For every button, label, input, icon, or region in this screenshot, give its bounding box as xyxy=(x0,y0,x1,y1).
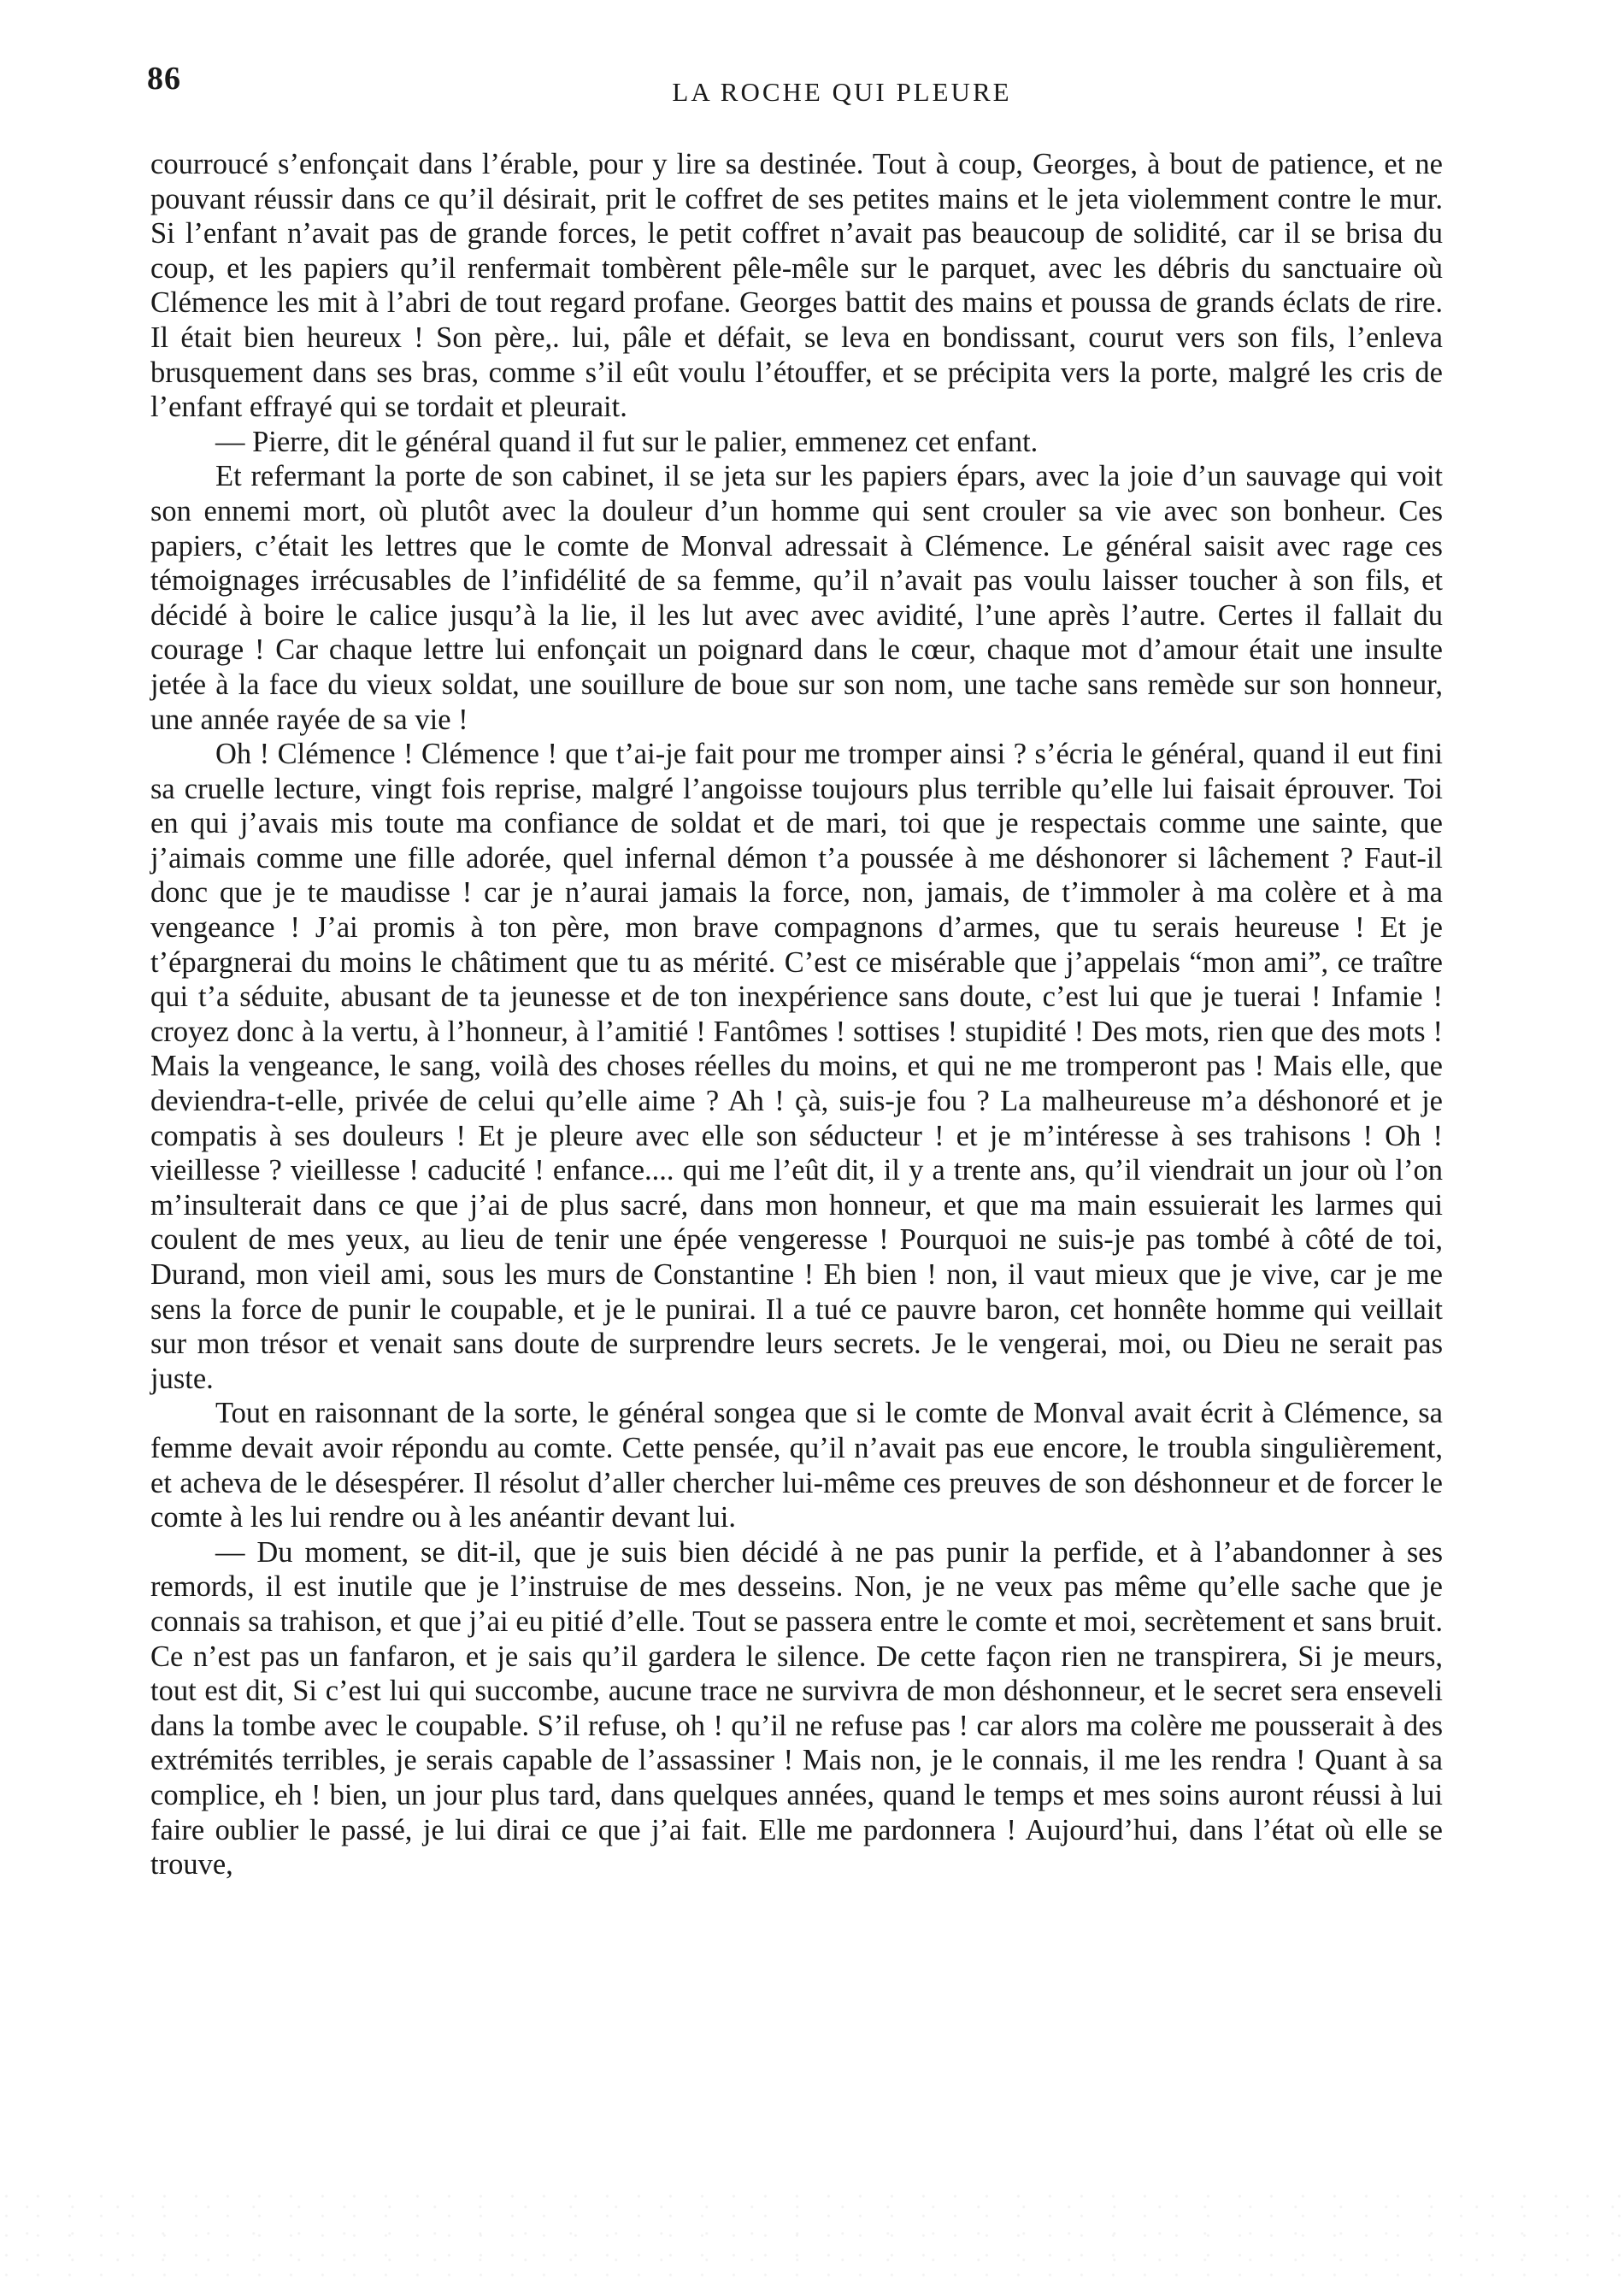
paragraph: — Du moment, se dit-il, que je suis bien décidé à ne pas punir la perfide, et à l’abandonner à ses remords, il est inutile que je l’instruise de mes desseins. Non, je ne veux pas même qu’elle sache que je connais sa trahison, et que j’ai eu pitié d’elle. Tout se passera entre le comte et moi, secrètement et sans bruit. Ce n’est pas un fanfaron, et je sais qu’il gardera le silence. De cette façon rien ne transpirera, Si je meurs, tout est dit, Si c’est lui qui succombe, aucune trace ne survivra de mon déshonneur, et le secret sera enseveli dans la tombe avec le coupable. S’il refuse, oh ! qu’il ne refuse pas ! car alors ma colère me pousserait à des extrémités terribles, je serais capable de l’assassiner ! Mais non, je le connais, il me les rendra ! Quant à sa complice, eh ! bien, un jour plus tard, dans quelques années, quand le temps et mes soins auront réussi à lui faire oublier le passé, je lui dirai ce que j’ai fait. Elle me pardonnera ! Aujourd’hui, dans l’état où elle se trouve, xyxy=(150,1535,1443,1882)
body-text xyxy=(150,147,1443,1882)
scan-noise xyxy=(0,2188,1624,2279)
paragraph: Oh ! Clémence ! Clémence ! que t’ai-je fait pour me tromper ainsi ? s’écria le général, quand il eut fini sa cruelle lecture, vingt fois reprise, malgré l’angoisse toujours plus terrible qu’elle lui faisait éprouver. Toi en qui j’avais mis toute ma confiance de soldat et de mari, toi que je respectais comme une sainte, que j’aimais comme une fille adorée, quel infernal démon t’a poussée à me déshonorer si lâchement ? Faut-il donc que je te maudisse ! car je n’aurai jamais la force, non, jamais, de t’immoler à ma colère et à ma vengeance ! J’ai promis à ton père, mon brave compagnons d’armes, que tu serais heureuse ! Et je t’épargnerai du moins le châtiment que tu as mérité. C’est ce misérable que j’appelais “mon ami”, ce traître qui t’a séduite, abusant de ta jeunesse et de ton inexpérience sans doute, c’est lui que je tuerai ! Infamie ! croyez donc à la vertu, à l’honneur, à l’amitié ! Fantômes ! sottises ! stupidité ! Des mots, rien que des mots ! Mais la vengeance, le sang, voilà des choses réelles du moins, et qui ne me tromperont pas ! Mais elle, que deviendra-t-elle, privée de celui qu’elle aime ? Ah ! çà, suis-je fou ? La malheureuse m’a déshonoré et je compatis à ses douleurs ! Et je pleure avec elle son séducteur ! et je m’intéresse à ses trahisons ! Oh ! vieillesse ? vieillesse ! caducité ! enfance.... qui me l’eût dit, il y a trente ans, qu’il viendrait un jour où l’on m’insulterait dans ce que j’ai de plus sacré, dans mon honneur, et que ma main essuierait les larmes qui coulent de mes yeux, au lieu de tenir une épée vengeresse ! Pourquoi ne suis-je pas tombé à côté de toi, Durand, mon vieil ami, sous les murs de Constantine ! Eh bien ! non, il vaut mieux que je vive, car je me sens la force de punir le coupable, et je le punirai. Il a tué ce pauvre baron, cet honnête homme qui veillait sur mon trésor et venait sans doute de surprendre leurs secrets. Je le vengerai, moi, ou Dieu ne serait pas juste. xyxy=(150,738,1443,1395)
paragraph: Et refermant la porte de son cabinet, il se jeta sur les papiers épars, avec la joie d’un sauvage qui voit son ennemi mort, où plutôt avec la douleur d’un homme qui sent crouler sa vie avec son bonheur. Ces papiers, c’était les lettres que le comte de Monval adressait à Clémence. Le général saisit avec rage ces témoignages irrécusables de l’infidélité de sa femme, qu’il n’avait pas voulu laisser toucher à son fils, et décidé à boire le calice jusqu’à la lie, il les lut avec avec avidité, l’une après l’autre. Certes il fallait du courage ! Car chaque lettre lui enfonçait un poignard dans le cœur, chaque mot d’amour était une insulte jetée à la face du vieux soldat, une souillure de boue sur son nom, une tache sans remède sur son honneur, une année rayée de sa vie ! xyxy=(150,460,1443,736)
paragraph: Tout en raisonnant de la sorte, le général songea que si le comte de Monval avait écrit à Clémence, sa femme devait avoir répondu au comte. Cette pensée, qu’il n’avait pas eue encore, le troubla singulièrement, et acheva de le désespérer. Il résolut d’aller chercher lui-même ces preuves de son déshonneur et de forcer le comte à les lui rendre ou à les anéantir devant lui. xyxy=(150,1397,1443,1534)
page-number: 86 xyxy=(147,61,181,97)
paragraph: — Pierre, dit le général quand il fut sur le palier, emmenez cet enfant. xyxy=(215,425,1039,458)
paragraph: courroucé s’enfonçait dans l’érable, pour y lire sa destinée. Tout à coup, Georges, à bout de patience, et ne pouvant réussir dans ce qu’il désirait, prit le coffret de ses petites mains et le jeta violemment contre le mur. Si l’enfant n’avait pas de grande forces, le petit coffret n’avait pas beaucoup de solidité, car il se brisa du coup, et les papiers qu’il renfermait tombèrent pêle-mêle sur le parquet, avec les débris du sanctuaire où Clémence les mit à l’abri de tout regard profane. Georges battit des mains et poussa de grands éclats de rire. Il était bien heureux ! Son père,. lui, pâle et défait, se leva en bondissant, courut vers son fils, l’enleva brusquement dans ses bras, comme s’il eût voulu l’étouffer, et se précipita vers la porte, malgré les cris de l’enfant effrayé qui se tordait et pleurait. xyxy=(150,148,1443,424)
page-header xyxy=(0,0,1624,137)
running-title: LA ROCHE QUI PLEURE xyxy=(672,77,1012,107)
